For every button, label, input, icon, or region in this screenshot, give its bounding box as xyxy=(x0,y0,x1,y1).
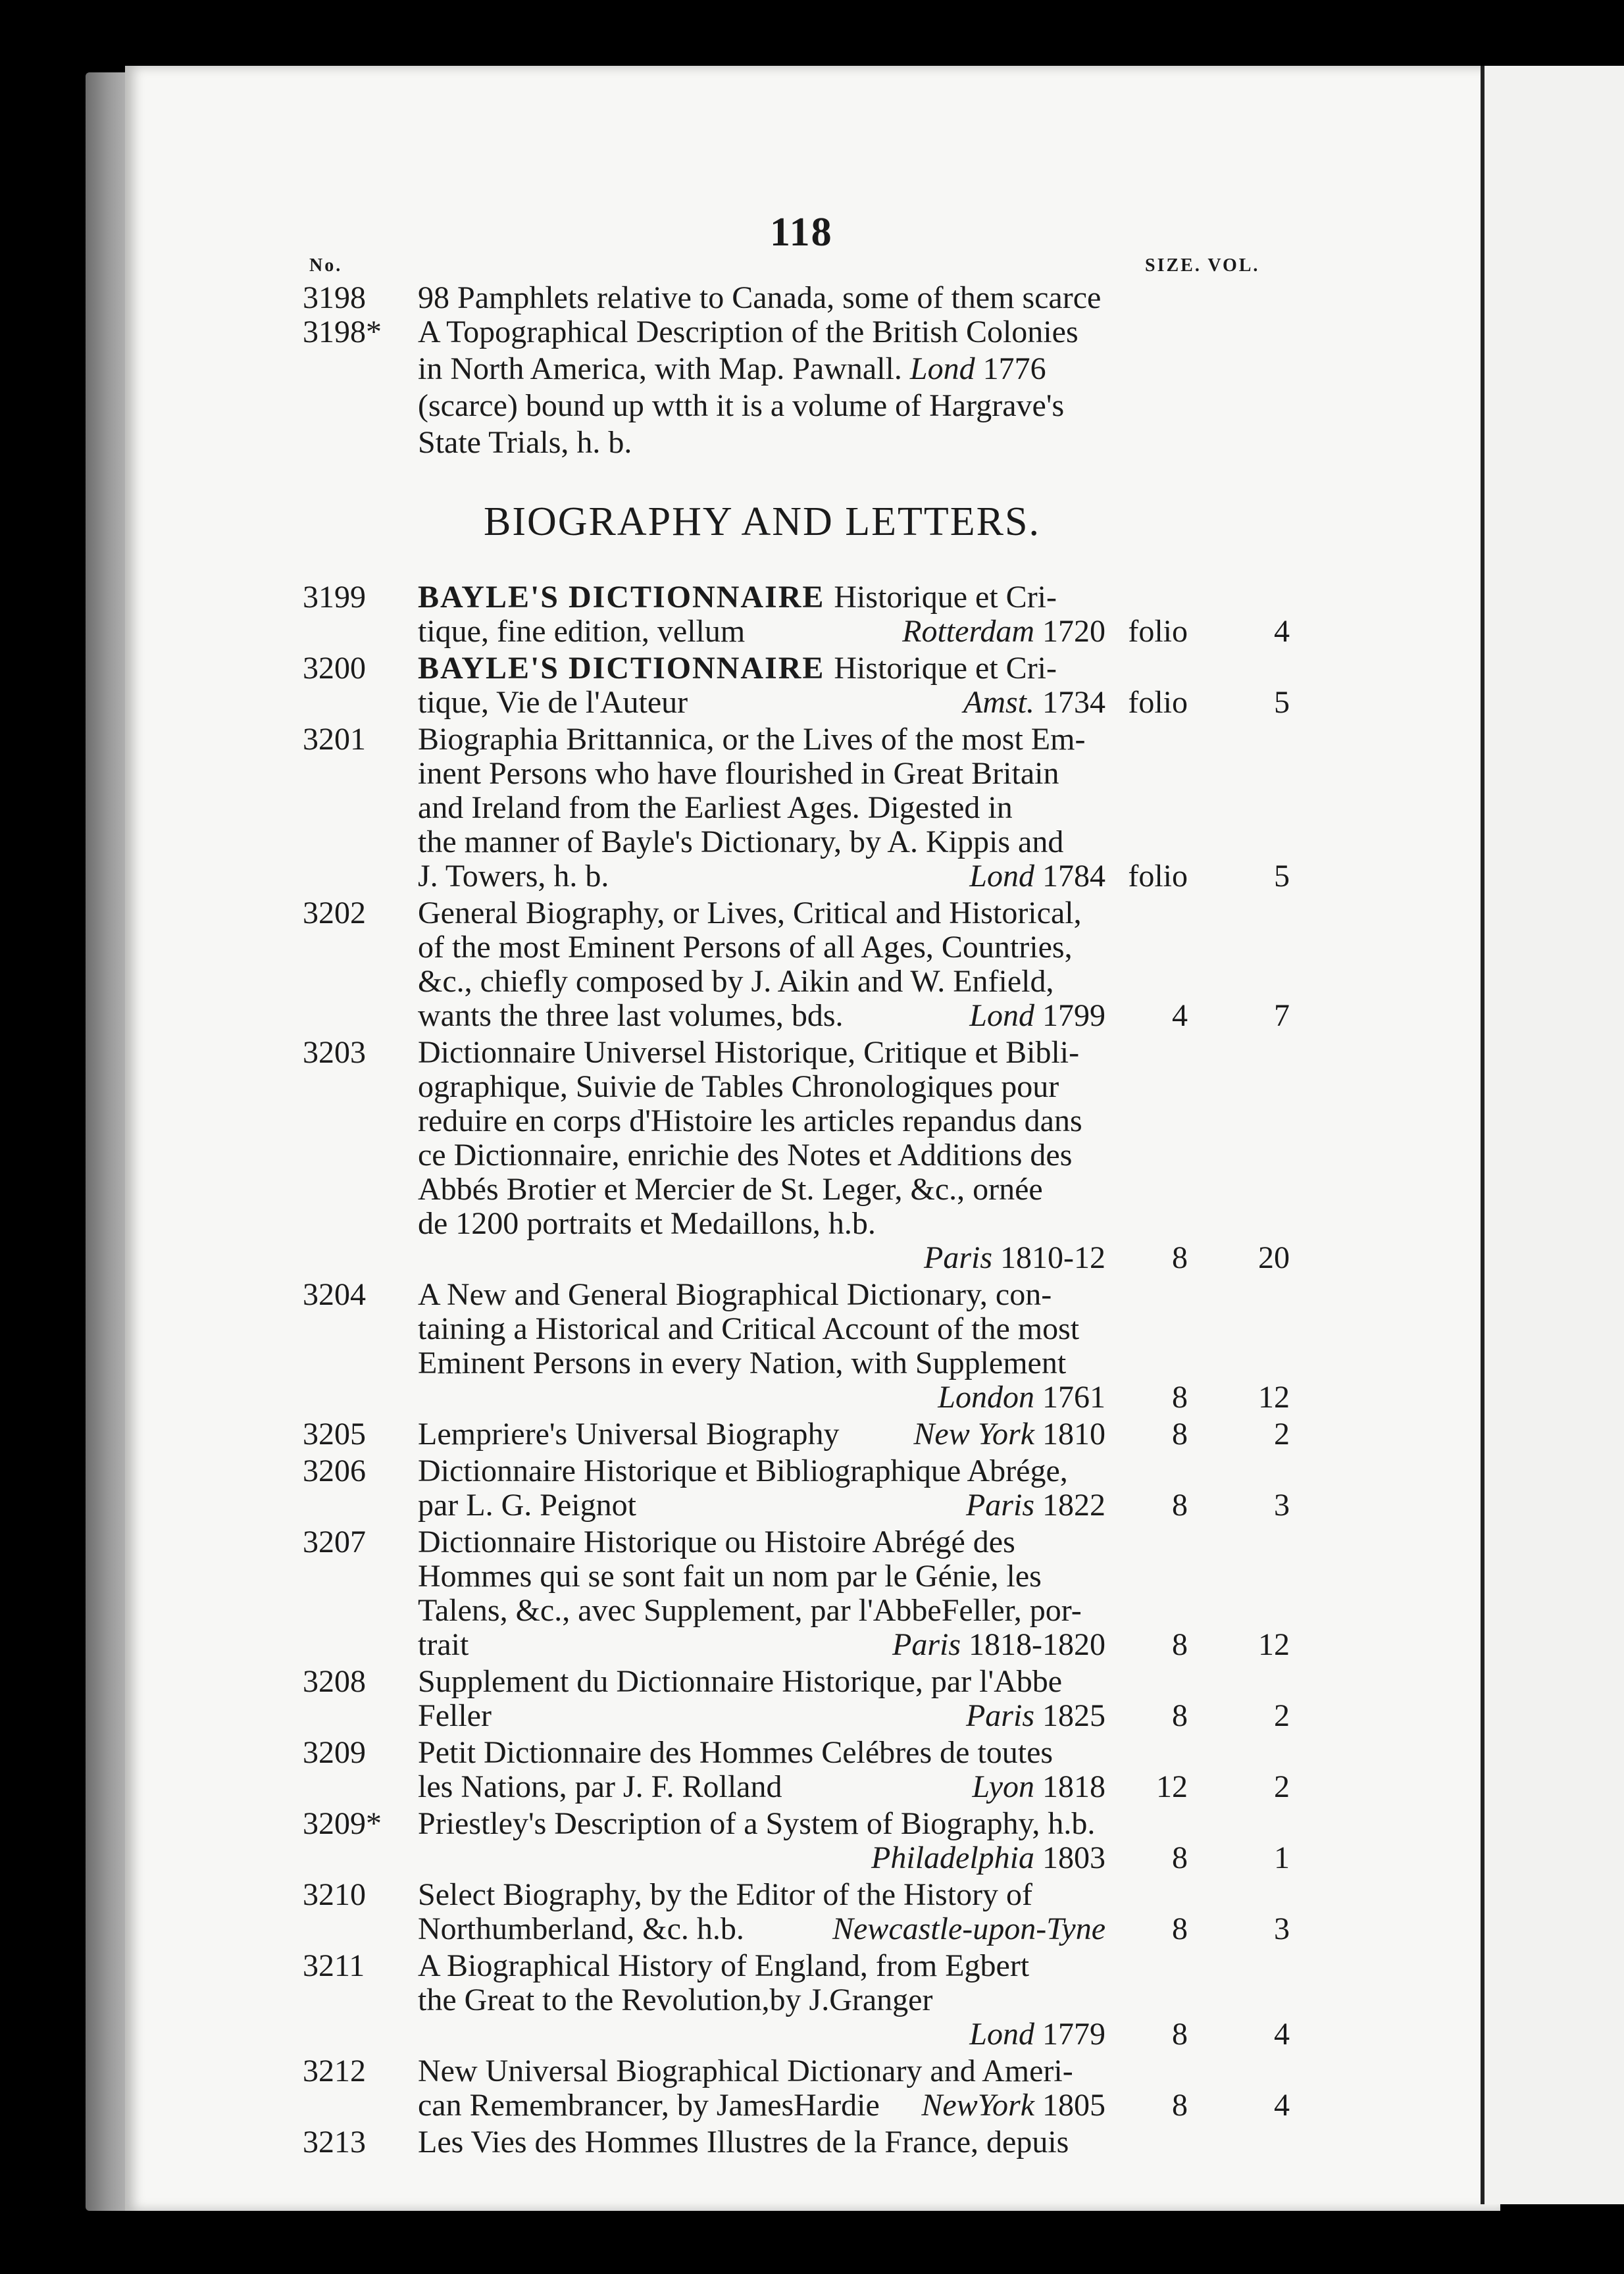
entry-line: wants the three last volumes, bds. xyxy=(418,998,844,1033)
entry-line: taining a Historical and Critical Account of the most xyxy=(418,1311,1080,1346)
entry-vol: 7 xyxy=(1274,998,1290,1033)
page-number: 118 xyxy=(770,210,833,255)
entry-line: BAYLE'S DICTIONNAIRE Historique et Cri- xyxy=(418,580,1057,615)
entry-line: the manner of Bayle's Dictionary, by A. Kippis and xyxy=(418,824,1064,859)
entry-place: Paris xyxy=(965,1698,1034,1733)
entry-number: 3208 xyxy=(303,1664,366,1699)
entry-year: 1799 xyxy=(1034,998,1105,1033)
entry-vol: 20 xyxy=(1258,1240,1290,1275)
entry-title-caps: BAYLE'S DICTIONNAIRE xyxy=(418,580,834,615)
entry-year: 1776 xyxy=(982,351,1046,386)
entry-imprint xyxy=(963,684,1105,721)
entry-line: Northumberland, &c. h.b. xyxy=(418,1911,744,1946)
entry-line: Les Vies des Hommes Illustres de la France, depuis xyxy=(418,2125,1069,2160)
entry-imprint xyxy=(913,1416,1105,1453)
entry-size: 4 xyxy=(1172,998,1188,1033)
entry-size: 8 xyxy=(1172,1488,1188,1523)
entry-line: inent Persons who have flourished in Great Britain xyxy=(418,756,1059,791)
entry-imprint xyxy=(969,998,1105,1034)
entry-number: 3203 xyxy=(303,1035,366,1070)
entry-line: reduire en corps d'Histoire les articles repandus dans xyxy=(418,1103,1082,1138)
entry-vol: 2 xyxy=(1274,1417,1290,1452)
entry-number: 3213 xyxy=(303,2125,366,2160)
entry-place: Rotterdam xyxy=(902,614,1034,649)
entry-line: A Topographical Description of the British Colonies xyxy=(418,315,1078,349)
entry-line: Biographia Brittannica, or the Lives of the most Em- xyxy=(418,722,1086,757)
entry-line: Abbés Brotier et Mercier de St. Leger, &c., ornée xyxy=(418,1172,1043,1207)
entry-line: A New and General Biographical Dictionary, con- xyxy=(418,1277,1052,1312)
entry-line: &c., chiefly composed by J. Aikin and W. Enfield, xyxy=(418,964,1054,999)
entry-vol: 1 xyxy=(1274,1840,1290,1875)
section-heading: BIOGRAPHY AND LETTERS. xyxy=(484,499,1041,544)
entry-number: 3198* xyxy=(303,315,382,349)
entry-place: Philadelphia xyxy=(871,1840,1034,1875)
entry-vol: 3 xyxy=(1274,1488,1290,1523)
entry-line: Dictionnaire Universel Historique, Critique et Bibli- xyxy=(418,1035,1080,1070)
entry-line: J. Towers, h. b. xyxy=(418,859,609,894)
entry-line: Supplement du Dictionnaire Historique, par l'Abbe xyxy=(418,1664,1063,1699)
entry-line: Petit Dictionnaire des Hommes Celébres de toutes xyxy=(418,1735,1053,1770)
entry-imprint xyxy=(892,1627,1105,1663)
entry-line: tique, Vie de l'Auteur xyxy=(418,685,688,720)
entry-imprint xyxy=(972,1769,1105,1806)
entry-year: 1810 xyxy=(1034,1417,1105,1452)
entry-imprint xyxy=(966,1698,1105,1734)
entry-line: Lempriere's Universal Biography xyxy=(418,1417,840,1452)
entry-number: 3210 xyxy=(303,1877,366,1912)
entry-number: 3207 xyxy=(303,1525,366,1559)
entry-number: 3200 xyxy=(303,651,366,686)
entry-line: ographique, Suivie de Tables Chronologiques pour xyxy=(418,1069,1059,1104)
entry-place: New York xyxy=(913,1417,1034,1452)
entry-line: Feller xyxy=(418,1698,492,1733)
entry-vol: 4 xyxy=(1274,2017,1290,2052)
entry-number: 3199 xyxy=(303,580,366,615)
entry-line: Select Biography, by the Editor of the History of xyxy=(418,1877,1033,1912)
entry-year: 1818 xyxy=(1034,1769,1105,1804)
entry-imprint xyxy=(969,2016,1105,2053)
entry-vol: 3 xyxy=(1274,1911,1290,1946)
entry-imprint xyxy=(921,2087,1105,2124)
entry-size: 8 xyxy=(1172,1417,1188,1452)
column-header-size-vol: SIZE. VOL. xyxy=(1145,255,1260,276)
entry-line: A Biographical History of England, from Egbert xyxy=(418,1948,1030,1983)
entry-size: folio xyxy=(1128,859,1188,894)
entry-year: 1784 xyxy=(1034,859,1105,894)
entry-line: les Nations, par J. F. Rolland xyxy=(418,1769,782,1804)
entry-size: 8 xyxy=(1172,2088,1188,2123)
entry-vol: 4 xyxy=(1274,2088,1290,2123)
entry-imprint xyxy=(871,1840,1105,1877)
entry-number: 3204 xyxy=(303,1277,366,1312)
entry-vol: 12 xyxy=(1258,1627,1290,1662)
entry-vol: 5 xyxy=(1274,685,1290,720)
entry-year: 1803 xyxy=(1034,1840,1105,1875)
entry-place: Paris xyxy=(965,1488,1034,1523)
entry-vol: 4 xyxy=(1274,614,1290,649)
entry-line: trait xyxy=(418,1627,469,1662)
entry-place: London xyxy=(938,1380,1034,1415)
entry-year: 1779 xyxy=(1034,2017,1105,2052)
entry-imprint xyxy=(924,1240,1105,1276)
entry-vol: 2 xyxy=(1274,1769,1290,1804)
entry-place: Lond xyxy=(969,998,1034,1033)
entry-imprint xyxy=(902,613,1105,650)
entry-line: of the most Eminent Persons of all Ages, Countries, xyxy=(418,930,1073,965)
entry-vol: 2 xyxy=(1274,1698,1290,1733)
entry-number: 3211 xyxy=(303,1948,365,1983)
entry-line: Eminent Persons in every Nation, with Supplement xyxy=(418,1346,1067,1380)
entry-year: 1810-12 xyxy=(992,1240,1105,1275)
entry-place: Lond xyxy=(969,2017,1034,2052)
entry-number: 3209* xyxy=(303,1806,382,1841)
entry-line: in North America, with Map. Pawnall. Lond 1776 xyxy=(418,351,1046,386)
entry-number: 3212 xyxy=(303,2054,366,2088)
entry-year: 1761 xyxy=(1034,1380,1105,1415)
entry-year: 1720 xyxy=(1034,614,1105,649)
entry-size: 8 xyxy=(1172,2017,1188,2052)
entry-line: the Great to the Revolution,by J.Granger xyxy=(418,1983,933,2017)
entry-size: 8 xyxy=(1172,1380,1188,1415)
entry-vol: 12 xyxy=(1258,1380,1290,1415)
entry-line: General Biography, or Lives, Critical and Historical, xyxy=(418,896,1082,930)
entry-number: 3201 xyxy=(303,722,366,757)
entry-year: 1818-1820 xyxy=(961,1627,1105,1662)
entry-line: New Universal Biographical Dictionary and Ameri- xyxy=(418,2054,1073,2088)
entry-line: de 1200 portraits et Medaillons, h.b. xyxy=(418,1206,876,1241)
entry-size: 8 xyxy=(1172,1911,1188,1946)
entry-line: tique, fine edition, vellum xyxy=(418,614,746,649)
entry-line: par L. G. Peignot xyxy=(418,1488,636,1523)
entry-number: 3205 xyxy=(303,1417,366,1452)
entry-line: Priestley's Description of a System of Biography, h.b. xyxy=(418,1806,1096,1841)
entry-number: 3209 xyxy=(303,1735,366,1770)
entry-line: Talens, &c., avec Supplement, par l'AbbeFeller, por- xyxy=(418,1593,1082,1628)
entry-line: (scarce) bound up wtth it is a volume of Hargrave's xyxy=(418,388,1065,423)
entry-year: 1734 xyxy=(1034,685,1105,720)
entry-title-caps: BAYLE'S DICTIONNAIRE xyxy=(418,651,834,686)
entry-size: folio xyxy=(1128,685,1188,720)
entry-place: Amst. xyxy=(963,685,1034,720)
entry-imprint xyxy=(938,1379,1105,1416)
entry-place: Lond xyxy=(969,859,1034,894)
entry-number: 3198 xyxy=(303,280,366,315)
entry-line: Dictionnaire Historique et Bibliographique Abrége, xyxy=(418,1453,1068,1488)
entry-line: ce Dictionnaire, enrichie des Notes et Additions des xyxy=(418,1138,1073,1173)
entry-line: Dictionnaire Historique ou Histoire Abrégé des xyxy=(418,1525,1015,1559)
entry-size: 8 xyxy=(1172,1240,1188,1275)
facing-page xyxy=(1481,66,1624,2204)
entry-imprint xyxy=(966,1487,1105,1524)
entry-place: NewYork xyxy=(921,2088,1034,2123)
entry-imprint xyxy=(969,858,1105,895)
entry-line: 98 Pamphlets relative to Canada, some of them scarce xyxy=(418,280,1102,315)
entry-number: 3202 xyxy=(303,896,366,930)
entry-place: Lyon xyxy=(972,1769,1034,1804)
entry-line: and Ireland from the Earliest Ages. Digested in xyxy=(418,790,1013,825)
entry-line: BAYLE'S DICTIONNAIRE Historique et Cri- xyxy=(418,651,1057,686)
entry-year: 1825 xyxy=(1034,1698,1105,1733)
entry-place: Paris xyxy=(924,1240,993,1275)
entry-line: Hommes qui se sont fait un nom par le Génie, les xyxy=(418,1559,1042,1594)
entry-vol: 5 xyxy=(1274,859,1290,894)
column-header-no: No. xyxy=(309,255,343,276)
entry-line: State Trials, h. b. xyxy=(418,425,632,460)
entry-imprint xyxy=(832,1911,1105,1948)
entry-year: 1805 xyxy=(1034,2088,1105,2123)
entry-size: 8 xyxy=(1172,1698,1188,1733)
entry-line: can Remembrancer, by JamesHardie xyxy=(418,2088,880,2123)
entry-size: folio xyxy=(1128,614,1188,649)
entry-size: 8 xyxy=(1172,1627,1188,1662)
entry-size: 8 xyxy=(1172,1840,1188,1875)
entry-year: 1822 xyxy=(1034,1488,1105,1523)
entry-number: 3206 xyxy=(303,1453,366,1488)
entry-place: Paris xyxy=(892,1627,961,1662)
entry-size: 12 xyxy=(1156,1769,1188,1804)
entry-place: Lond xyxy=(909,351,975,386)
entry-place: Newcastle-upon-Tyne xyxy=(832,1911,1105,1946)
